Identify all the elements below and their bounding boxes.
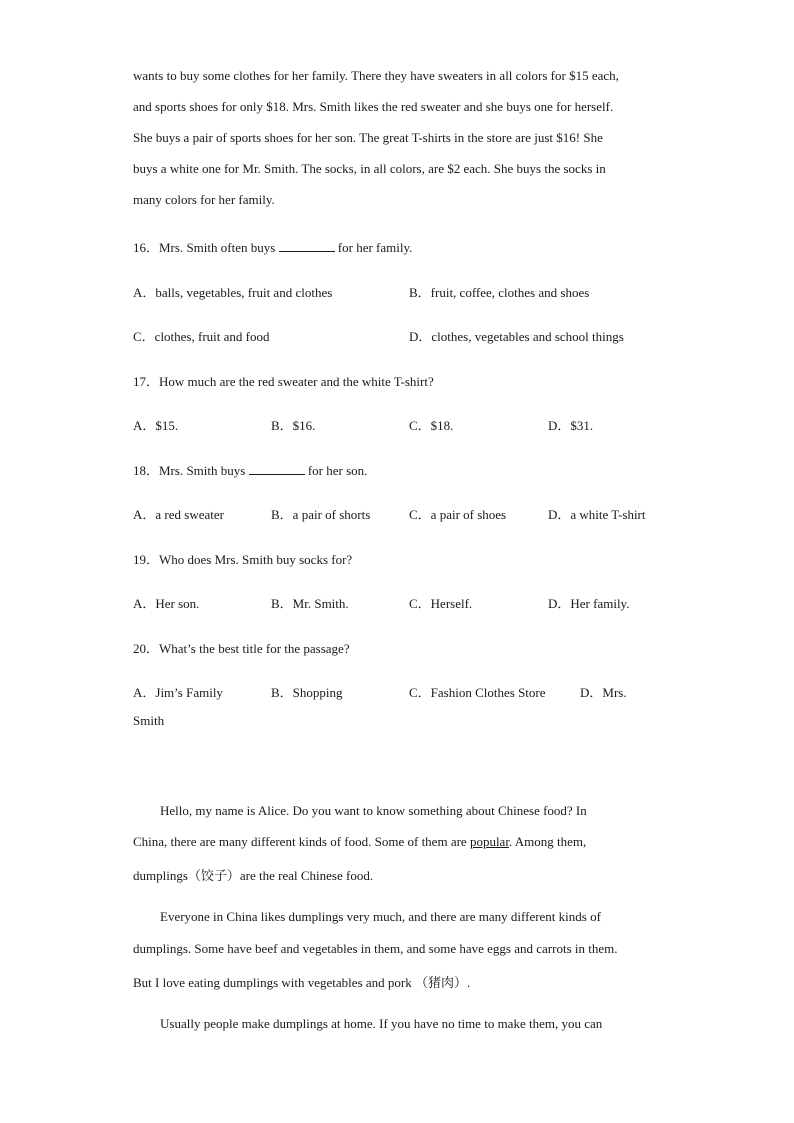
answer-blank bbox=[249, 463, 305, 475]
question-19-option-b[interactable]: B．Mr. Smith. bbox=[271, 596, 349, 611]
question-20-option-a[interactable]: A．Jim’s Family bbox=[133, 685, 223, 700]
question-16-options-row-2 bbox=[133, 326, 693, 344]
question-16-stem-before: 16．Mrs. Smith often buys bbox=[133, 240, 279, 255]
question-19-option-a[interactable]: A．Her son. bbox=[133, 596, 200, 611]
question-18-option-d[interactable]: D．a white T-shirt bbox=[548, 507, 646, 522]
passage-2-p1-line-2-after: . Among them, bbox=[508, 834, 587, 849]
passage-2-p1-line-3: dumplings（饺子）are the real Chinese food. bbox=[133, 868, 374, 883]
question-16-stem bbox=[133, 237, 412, 256]
passage-1-line-3: She buys a pair of sports shoes for her son. The great T-shirts in the store are just $16! She bbox=[133, 130, 603, 145]
passage-1-line-1: wants to buy some clothes for her family. There they have sweaters in all colors for $15 each, bbox=[133, 68, 619, 83]
question-18-options bbox=[133, 504, 693, 522]
question-18-stem-after: for her son. bbox=[304, 463, 368, 478]
passage-1-line-4: buys a white one for Mr. Smith. The socks, in all colors, are $2 each. She buys the socks in bbox=[133, 161, 606, 176]
passage-1-line-5: many colors for her family. bbox=[133, 192, 275, 207]
question-16-stem-after: for her family. bbox=[334, 240, 413, 255]
passage-2-p2-line-1: Everyone in China likes dumplings very much, and there are many different kinds of bbox=[160, 909, 601, 924]
question-17-option-a[interactable]: A．$15. bbox=[133, 418, 179, 433]
question-18-stem bbox=[133, 460, 367, 479]
question-17-option-b[interactable]: B．$16. bbox=[271, 418, 316, 433]
question-19-option-c[interactable]: C．Herself. bbox=[409, 596, 473, 611]
question-18-option-b[interactable]: B．a pair of shorts bbox=[271, 507, 371, 522]
question-20-stem: 20．What’s the best title for the passage? bbox=[133, 641, 350, 656]
underlined-word-popular: popular bbox=[469, 834, 509, 849]
question-18-option-a[interactable]: A．a red sweater bbox=[133, 507, 224, 522]
passage-2-p1-line-2-before: China, there are many different kinds of food. Some of them are bbox=[133, 834, 470, 849]
passage-2-p2-line-2: dumplings. Some have beef and vegetables in them, and some have eggs and carrots in them. bbox=[133, 941, 618, 956]
question-19-stem: 19．Who does Mrs. Smith buy socks for? bbox=[133, 552, 353, 567]
question-20-option-b[interactable]: B．Shopping bbox=[271, 685, 343, 700]
question-17-stem: 17．How much are the red sweater and the white T-shirt? bbox=[133, 374, 434, 389]
passage-2-p2-line-3: But I love eating dumplings with vegetables and pork （猪肉）. bbox=[133, 975, 471, 990]
question-19-option-d[interactable]: D．Her family. bbox=[548, 596, 630, 611]
passage-2-p3-line-1: Usually people make dumplings at home. If you have no time to make them, you can bbox=[160, 1016, 603, 1031]
passage-2-p1-line-1: Hello, my name is Alice. Do you want to know something about Chinese food? In bbox=[160, 803, 587, 818]
question-20-option-d-continuation: Smith bbox=[133, 713, 165, 728]
question-17-option-d[interactable]: D．$31. bbox=[548, 418, 594, 433]
question-19-options bbox=[133, 593, 693, 611]
question-16-option-c[interactable]: C．clothes, fruit and food bbox=[133, 329, 270, 344]
question-20-option-d[interactable]: D．Mrs. bbox=[580, 685, 627, 700]
question-17-option-c[interactable]: C．$18. bbox=[409, 418, 454, 433]
question-16-option-b[interactable]: B．fruit, coffee, clothes and shoes bbox=[409, 285, 590, 300]
question-17-options bbox=[133, 415, 693, 433]
question-16-option-a[interactable]: A．balls, vegetables, fruit and clothes bbox=[133, 285, 333, 300]
question-18-option-c[interactable]: C．a pair of shoes bbox=[409, 507, 507, 522]
question-18-stem-before: 18．Mrs. Smith buys bbox=[133, 463, 249, 478]
answer-blank bbox=[279, 240, 335, 252]
question-20-option-c[interactable]: C．Fashion Clothes Store bbox=[409, 685, 546, 700]
passage-1-line-2: and sports shoes for only $18. Mrs. Smith likes the red sweater and she buys one for herself. bbox=[133, 99, 614, 114]
question-16-options-row-1 bbox=[133, 282, 693, 300]
question-16-option-d[interactable]: D．clothes, vegetables and school things bbox=[409, 329, 624, 344]
question-20-options bbox=[133, 682, 693, 700]
passage-2-p1-line-2 bbox=[133, 834, 586, 850]
